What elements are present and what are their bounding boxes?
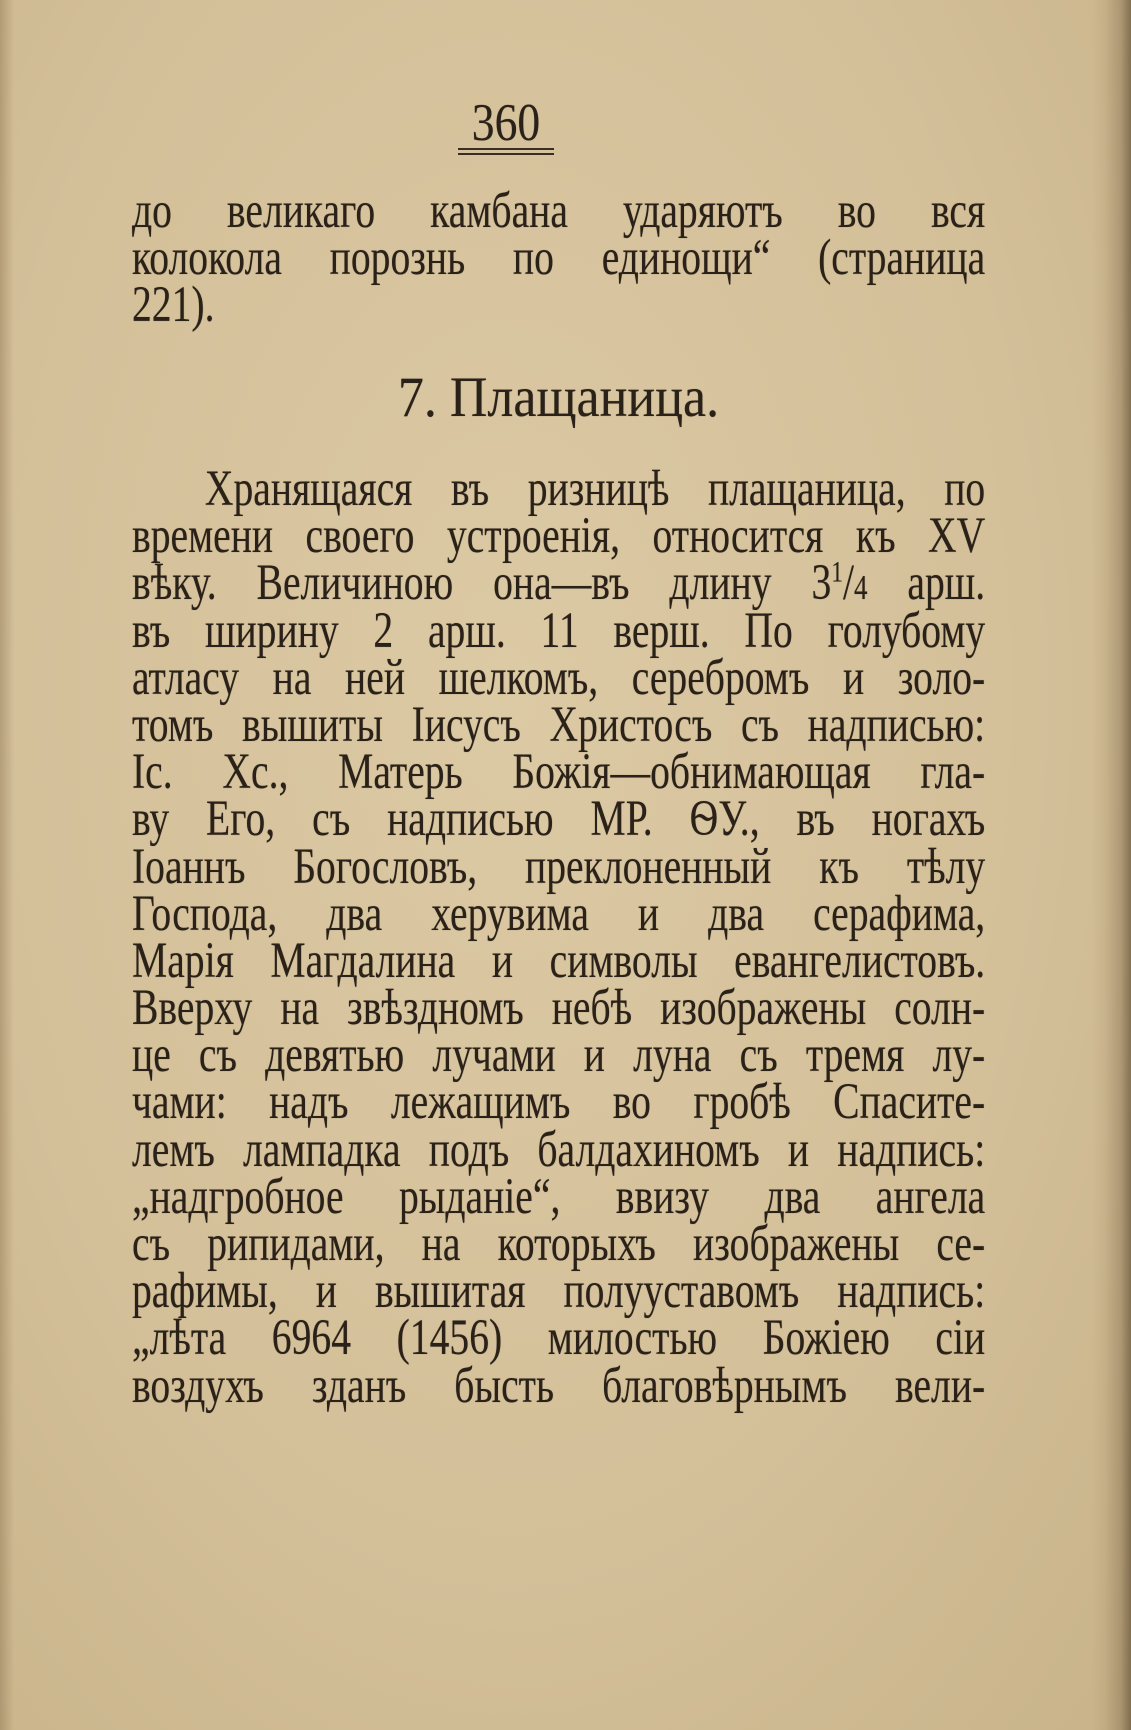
fraction-denominator: 4 [853, 569, 868, 608]
page-number: 360 [471, 93, 541, 152]
paragraph-line: Іоаннъ Богословъ, преклоненный къ тѣлу [132, 837, 986, 894]
paragraph-line: съ рипидами, на которыхъ изображены се- [132, 1215, 986, 1272]
paragraph-line: томъ вышиты Іисусъ Христосъ съ надписью: [132, 696, 986, 753]
paragraph-line: Хранящаяся въ ризницѣ плащаница, по [204, 460, 986, 517]
paragraph-line: ву Его, съ надписью МР. ѲУ., въ ногахъ [132, 790, 986, 847]
paragraph-line: Марія Магдалина и символы евангелистовъ. [132, 931, 986, 989]
paragraph [132, 460, 1080, 1413]
paragraph-line: атласу на ней шелкомъ, серебромъ и золо- [132, 648, 986, 706]
line-tail: арш. [867, 554, 986, 611]
text-line: 221). [132, 276, 215, 333]
continuation-text [132, 182, 1080, 333]
paragraph-line: времени своего устроенія, относится къ XV [132, 507, 986, 564]
paragraph-line: Іс. Хс., Матерь Божія—обнимающая гла- [132, 743, 986, 800]
paragraph-line: въ ширину 2 арш. 11 верш. По голубому [132, 601, 986, 658]
fraction-numerator: 1 [831, 555, 843, 589]
page-number-double-rule [458, 148, 554, 155]
text-line: до великаго камбана ударяютъ во вся [132, 182, 986, 239]
paragraph-line: воздухъ зданъ бысть благовѣрнымъ вели- [132, 1356, 986, 1413]
paragraph-line: „надгробное рыданіе“, ввизу два ангела [132, 1167, 986, 1225]
text-line: колокола порознь по единощи“ (страница [132, 229, 986, 286]
section-heading: 7. Плащаница. [397, 366, 720, 430]
paragraph-line: рафимы, и вышитая полууставомъ надпись: [132, 1262, 986, 1319]
paragraph-line: „лѣта 6964 (1456) милостью Божіею сіи [132, 1309, 986, 1366]
paragraph-line: це съ девятью лучами и луна съ тремя лу- [132, 1026, 986, 1083]
fraction-slash: / [842, 554, 854, 611]
paragraph-line: лемъ лампадка подъ балдахиномъ и надпись: [132, 1120, 986, 1178]
paragraph-line: чами: надъ лежащимъ во гробѣ Спасите- [132, 1073, 986, 1130]
paragraph-line: Вверху на звѣздномъ небѣ изображены солн- [132, 979, 986, 1036]
line-text: вѣку. Величиною она—въ длину 3 [132, 554, 832, 611]
paragraph-line: Господа, два херувима и два серафима, [132, 884, 986, 942]
